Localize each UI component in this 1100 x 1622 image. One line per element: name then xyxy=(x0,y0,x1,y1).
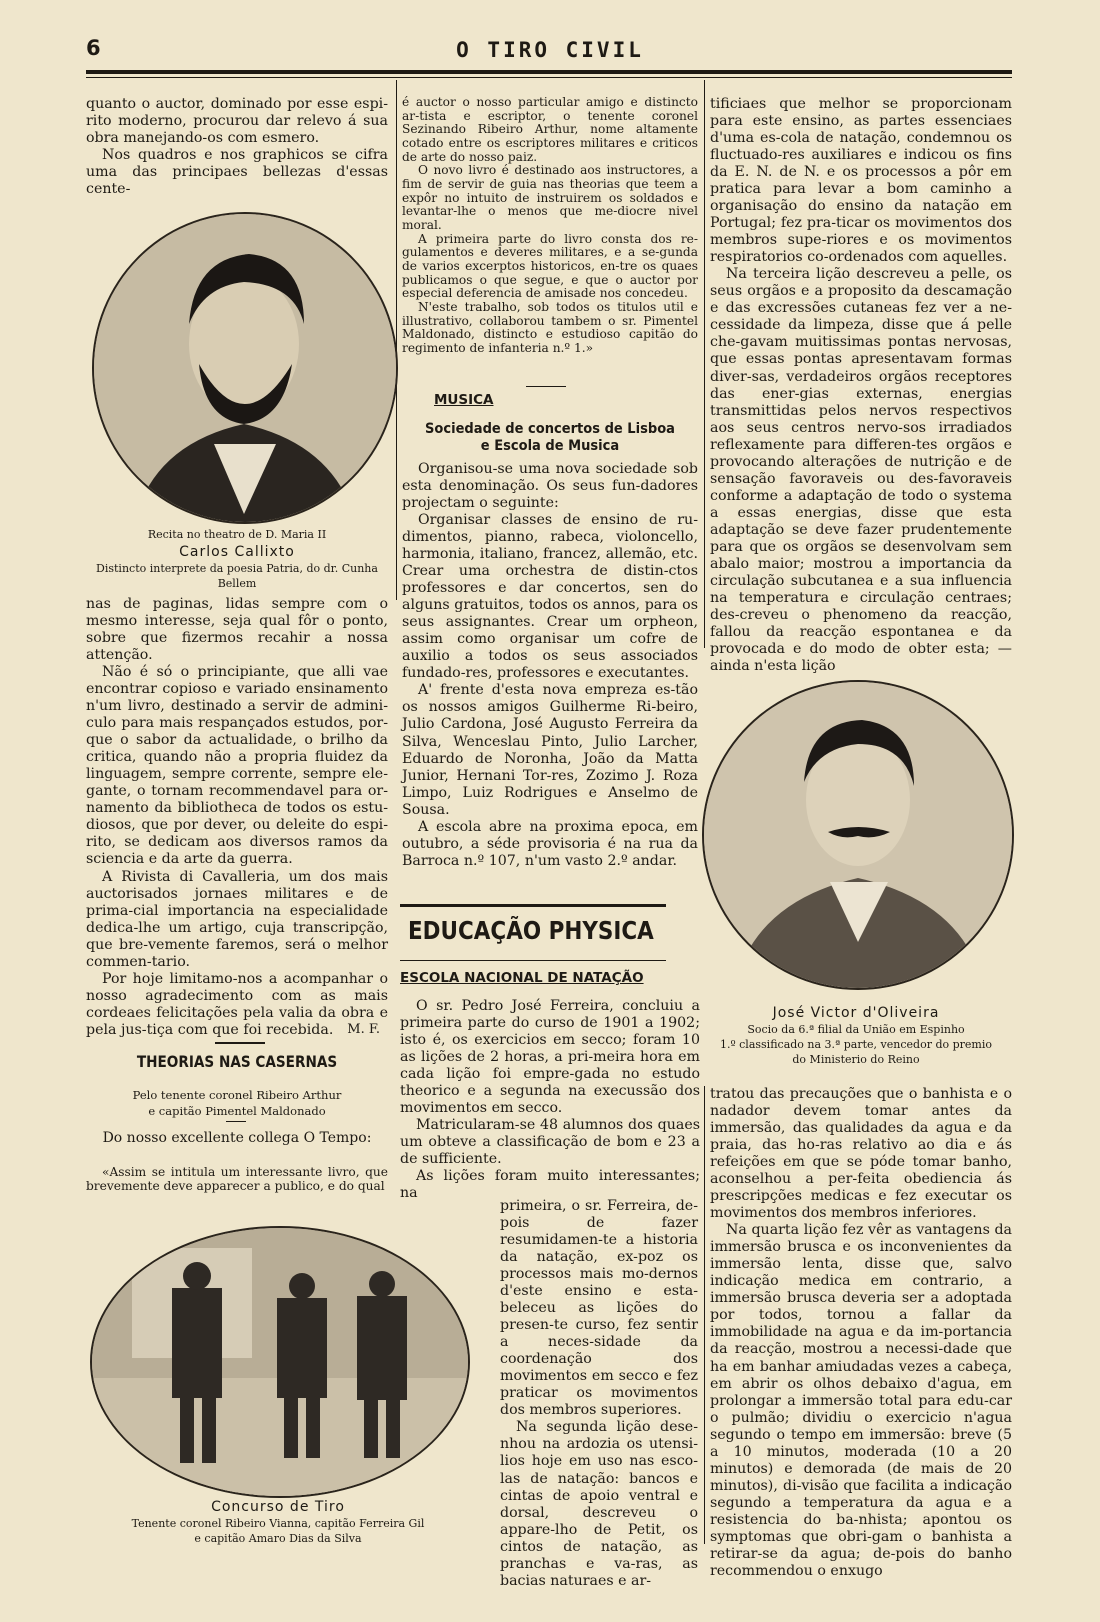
paragraph: Matricularam-se 48 alumnos dos quaes um obteve a classificação de bom e 23 a de sufficiente. xyxy=(400,1117,700,1168)
paragraph: tratou das precauções que o banhista e o nadador devem tomar antes da immersão, das qualidades da agua e da praia, das ho-ras relativo ao dia e ás refeições em que se póde tomar banho, aconselhou a per-feita obediencia ás prescripções medicas e fez executar os movimentos dos membros inferiores. xyxy=(710,1086,1012,1222)
musica-title-line: Sociedade de concertos de Lisboa xyxy=(424,421,675,437)
masthead-title: O TIRO CIVIL xyxy=(456,38,644,62)
educacao-narrow-text xyxy=(500,1198,698,1590)
paragraph: Organisar classes de ensino de ru-dimentos, pianno, rabeca, violoncello, harmonia, italiano, francez, allemão, etc. Crear uma orchestra de distin-ctos professores e dar concertos, sen do alguns gratuitos, todos os annos, para os seus assignantes. Crear um orpheon, assim como organisar um cofre de auxilio a todos os seus associados fundado-res, professores e executantes. xyxy=(402,512,698,682)
paragraph: O sr. Pedro José Ferreira, concluiu a primeira parte do curso de 1901 a 1902; isto é, os exercicios em secco; foram 10 as lições de 2 horas, a pri-meira hora em cada lição foi empre-gada no estudo theorico e a segunda na execussão dos movimentos em secco. xyxy=(400,998,700,1117)
musica-text xyxy=(402,461,698,870)
portrait-carlos-callixto xyxy=(92,212,398,524)
section-rule xyxy=(400,960,666,961)
musica-title xyxy=(417,421,683,456)
paragraph: A Rivista di Cavalleria, um dos mais auctorisados jornaes militares e de prima-cial importancia na especialidade dedica-lhe um artigo, cuja transcripção, que bre-vemente faremos, será o melhor commen-tario. xyxy=(86,868,388,970)
educacao-subtitle: ESCOLA NACIONAL DE NATAÇÃO xyxy=(400,970,644,986)
paragraph: é auctor o nosso particular amigo e distincto ar-tista e escriptor, o tenente coronel Sezinando Ribeiro Arthur, nome altamente cotado entre os escriptores militares e criticos de arte do nosso paiz. xyxy=(402,95,698,164)
paragraph: quanto o auctor, dominado por esse espi-rito moderno, procurou dar relevo á sua obra manejando-os com esmero. xyxy=(86,96,388,147)
section-rule xyxy=(215,1042,265,1044)
caption-line: Distincto interprete da poesia Patria, do dr. Cunha Bellem xyxy=(96,561,378,590)
caption-line: 1.º classificado na 3.ª parte, vencedor do premio xyxy=(719,1037,992,1051)
portrait-caption xyxy=(86,528,388,591)
section-label-musica: MUSICA xyxy=(434,392,494,408)
caption-line: do Ministerio do Reino xyxy=(792,1052,920,1066)
paragraph: A primeira parte do livro consta dos re-gulamentos e deveres militares, e a se-gunda de varios excerptos historicos, en-tre os quaes publicamos o que segue, e que o auctor por especial deferencia de amisade nos concedeu. xyxy=(402,231,698,301)
column-divider xyxy=(704,1086,705,1544)
col3-top-text xyxy=(710,96,1012,675)
header-rule-thin xyxy=(86,77,1012,78)
theorias-intro: Do nosso excellente collega O Tempo: xyxy=(102,1130,372,1146)
paragraph: Nos quadros e nos graphicos se cifra uma das principaes bellezas d'essas cente- xyxy=(86,147,388,198)
theorias-quote xyxy=(86,1166,388,1193)
paragraph: Por hoje limitamo-nos a acompanhar o nosso agradecimento com as mais cordeaes felicitações pela valia da obra e pela jus-tiça com que foi recebida. xyxy=(86,970,388,1038)
portrait-caption xyxy=(706,1004,1006,1067)
section-rule xyxy=(526,386,566,387)
caption-name: Concurso de Tiro xyxy=(211,1499,345,1515)
caption-line: Tenente coronel Ribeiro Vianna, capitão Ferreira Gil xyxy=(131,1516,425,1530)
musica-title-line: e Escola de Musica xyxy=(480,438,620,455)
paragraph: «Assim se intitula um interessante livro, que brevemente deve apparecer a publico, e do qual xyxy=(86,1165,388,1193)
paragraph: O novo livro é destinado aos instructores, a fim de servir de guia nas theorias que teem a expôr no intuito de instruirem os soldados e levantar-lhe o menos que me-diocre nivel moral. xyxy=(402,163,698,232)
paragraph: Não é só o principiante, que alli vae encontrar copioso e variado ensinamento n'um livro, destinado a servir de admini-culo para mais respançados estudos, por-que o sabor da actualidade, o brilho da critica, quando não a propria fluidez da linguagem, sempre corrente, sempre ele-gante, o tornam recommendavel para or-namento da bibliotheca de todos os estu-diosos, que por dever, ou deleite do espi-rito, se dedicam aos diversos ramos da sciencia e da arte da guerra. xyxy=(86,664,388,868)
paragraph: tificiaes que melhor se proporcionam para este ensino, as partes essenciaes d'uma es-cola de natação, condemnou os fluctuado-res auxiliares e indicou os fins da E. N. de N. e os processos a pôr em pratica para levar a bom caminho a organisação do ensino da natação em Portugal; fez pra-ticar os movimentos dos membros supe-riores e os movimentos respiratorios co-ordenados com aquelles. xyxy=(710,96,1012,266)
col1-middle-text xyxy=(86,596,388,1039)
byline-line: Pelo tenente coronel Ribeiro Arthur xyxy=(132,1088,342,1102)
theorias-title: THEORIAS NAS CASERNAS xyxy=(136,1052,338,1071)
caption-line: Socio da 6.ª filial da União em Espinho xyxy=(747,1022,965,1036)
header-rule xyxy=(86,70,1012,74)
section-rule xyxy=(400,904,666,907)
caption-line: e capitão Amaro Dias da Silva xyxy=(194,1531,362,1545)
photo-caption xyxy=(90,1498,466,1547)
educacao-title: EDUCAÇÃO PHYSICA xyxy=(408,916,654,945)
paragraph: N'este trabalho, sob todos os titulos util e illustrativo, collaborou tambem o sr. Pimentel Maldonado, distincto e estudioso capitão do regimento de infanteria n.º 1.» xyxy=(402,299,698,355)
caption-line: Recita no theatro de D. Maria II xyxy=(147,528,327,541)
photo-concurso-de-tiro xyxy=(90,1226,470,1498)
caption-name: José Victor d'Oliveira xyxy=(772,1005,940,1021)
paragraph: primeira, o sr. Ferreira, de-pois de fazer resumidamen-te a historia da natação, ex-poz os processos mais mo-dernos d'este ensino e esta-beleceu as lições do presen-te curso, fez sentir a neces-sidade da coordenação dos movimentos em secco e fez praticar os movimentos dos membros superiores. xyxy=(500,1198,698,1419)
portrait-jose-victor-doliveira xyxy=(702,680,1014,990)
col2-top-text xyxy=(402,96,698,355)
page-number: 6 xyxy=(86,36,101,60)
caption-name: Carlos Callixto xyxy=(179,543,295,560)
byline-line: e capitão Pimentel Maldonado xyxy=(148,1103,326,1118)
paragraph: Organisou-se uma nova sociedade sob esta denominação. Os seus fun-dadores projectam o seguinte: xyxy=(402,461,698,512)
paragraph: nas de paginas, lidas sempre com o mesmo interesse, seja qual fôr o ponto, sobre que fizermos recahir a nossa attenção. xyxy=(86,596,388,664)
paragraph: Na quarta lição fez vêr as vantagens da immersão brusca e os inconvenientes da immersão lenta, disse que, salvo indicação medica em contrario, a immersão brusca deveria ser a adoptada por todos, tornou a fallar da immobilidade na agua e da im-portancia da reacção, mostrou a necessi-dade que ha em banhar amiudadas vezes a cabeça, em abrir os olhos debaixo d'agua, em prolongar a immersão total para edu-car o pulmão; dividiu o exercicio n'agua segundo o tempo em immersão: breve (5 a 10 minutos, moderada (10 a 20 minutos) e demorada (de mais de 20 minutos), di-visão que facilita a indicação segundo a temperatura da agua e a resistencia do ba-nhista; apontou os symptomas que obri-gam o banhista a retirar-se da agua; de-pois do banho recommendou o enxugo xyxy=(710,1222,1012,1579)
paragraph: A' frente d'esta nova empreza es-tão os nossos amigos Guilherme Ri-beiro, Julio Cardona, José Augusto Ferreira da Silva, Wenceslau Pinto, Julio Larcher, Eduardo de Noronha, João da Matta Junior, Hernani Tor-res, Zozimo J. Roza Limpo, Luiz Rodrigues e Anselmo de Sousa. xyxy=(402,682,698,818)
col1-top-text xyxy=(86,96,388,198)
col3-bottom-text xyxy=(710,1086,1012,1580)
paragraph: Na segunda lição dese-nhou na ardozia os utensi-lios hoje em uso nas esco-las de natação: bancos e cintas de apoio ventral e dorsal, descreveu o appare-lho de Petit, os cintos de natação, as pranchas e va-ras, as bacias naturaes e ar- xyxy=(500,1419,698,1589)
section-rule xyxy=(226,1121,246,1122)
column-divider xyxy=(396,80,397,600)
theorias-byline xyxy=(86,1088,388,1119)
paragraph: Na terceira lição descreveu a pelle, os seus orgãos e a proposito da descamação e das excressões cutaneas fez ver a ne-cessidade da limpeza, disse que á pelle che-gavam muitissimas pontas nervosas, que essas pontas apresentavam formas diver-sas, verdadeiros orgãos receptores das ener-gias externas, energias transmittidas pelos nervos respectivos aos seus centros nervo-sos irradiados reflexamente para differen-tes orgãos e provocando alterações de nutrição e de sensação favoraveis ou des-favoraveis conforme a adaptação de todo o systema a essas energias, disse que esta adaptação se deve fazer prudentemente para que os orgãos se desenvolvam sem abalo maior; mostrou a importancia da circulação subcutanea e a sua influencia na temperatura e circulação centraes; des-creveu o phenomeno da reacção, fallou da reacção espontanea e da provocada e do modo de obter esta; — ainda n'esta lição xyxy=(710,266,1012,675)
column-divider xyxy=(704,80,705,648)
educacao-text xyxy=(400,998,700,1202)
paragraph: A escola abre na proxima epoca, em outubro, a séde provisoria é na rua da Barroca n.º 107, n'um vasto 2.º andar. xyxy=(402,818,698,869)
paragraph: As lições foram muito interessantes; na xyxy=(400,1168,700,1202)
signature: M. F. xyxy=(347,1022,380,1037)
